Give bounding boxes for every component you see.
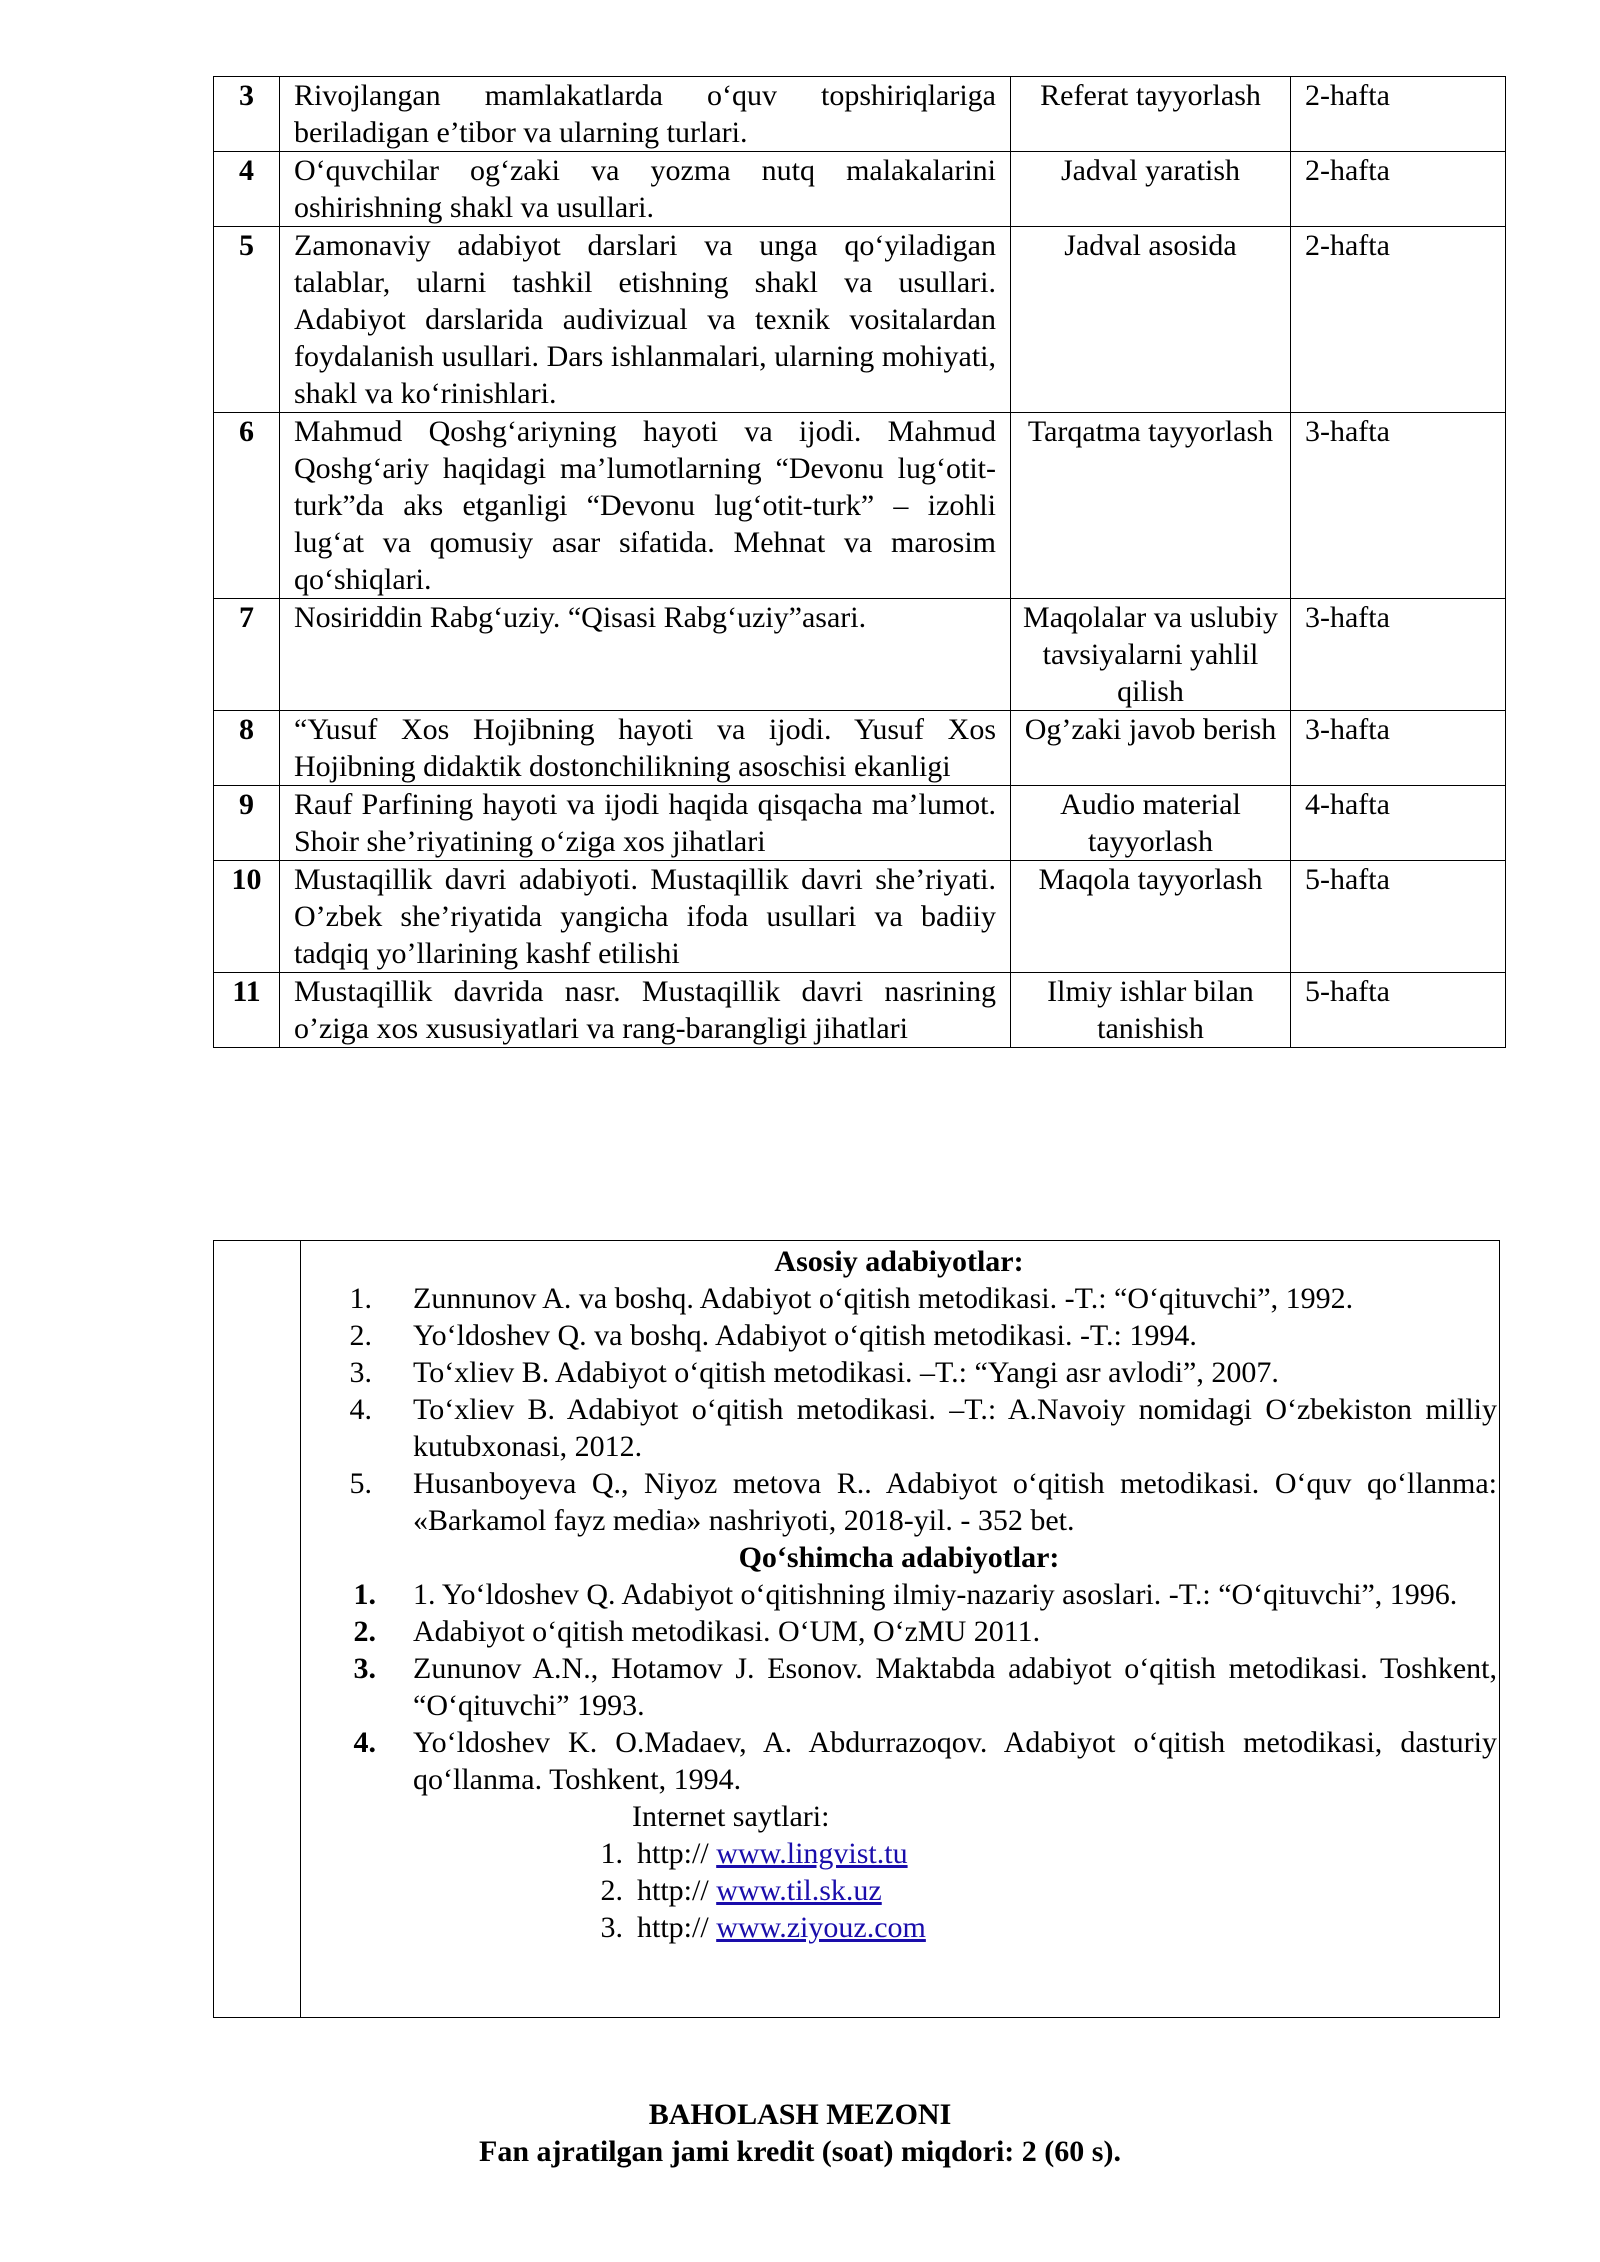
topic-cell: “Yusuf Xos Hojibning hayoti va ijodi. Yusuf Xos Hojibning didaktik dostonchilikning asoschisi ekanligi [280, 711, 1011, 786]
table-row [214, 227, 1506, 413]
week-cell: 2-hafta [1291, 152, 1506, 227]
list-item-number: 2. [353, 1615, 376, 1648]
site-link-til[interactable]: www.til.sk.uz [716, 1874, 882, 1907]
list-item-text: Adabiyot o‘qitish metodikasi. O‘UM, O‘zMU 2011. [413, 1615, 1041, 1648]
site-link-lingvist[interactable]: www.lingvist.tu [716, 1837, 908, 1870]
table-row [214, 152, 1506, 227]
table-row [214, 413, 1506, 599]
task-cell: Ilmiy ishlar bilan tanishish [1011, 973, 1291, 1048]
list-item-number: 2. [349, 1319, 372, 1352]
list-item-number: 1. [600, 1837, 623, 1870]
row-number: 3 [214, 77, 280, 152]
list-item [301, 1613, 1497, 1650]
task-cell: Referat tayyorlash [1011, 77, 1291, 152]
row-number: 8 [214, 711, 280, 786]
table-row [214, 77, 1506, 152]
list-item-text: Husanboyeva Q., Niyoz metova R.. Adabiyot o‘qitish metodikasi. O‘quv qo‘llanma: «Barkamol fayz media» nashriyoti, 2018-yil. - 352 bet. [413, 1467, 1497, 1537]
topic-cell: Mustaqillik davrida nasr. Mustaqillik davri nasrining o’ziga xos xususiyatlari va rang-barangligi jihatlari [280, 973, 1011, 1048]
internet-sites-heading: Internet saytlari: [632, 1800, 830, 1833]
row-number: 9 [214, 786, 280, 861]
schedule-table [213, 76, 1506, 1048]
main-literature-heading: Asosiy adabiyotlar: [774, 1245, 1024, 1278]
table-row [214, 711, 1506, 786]
topic-cell: Rauf Parfining hayoti va ijodi haqida qisqacha ma’lumot. Shoir she’riyatining o‘ziga xos jihatlari [280, 786, 1011, 861]
list-item [301, 1280, 1497, 1317]
task-cell: Jadval yaratish [1011, 152, 1291, 227]
literature-content [301, 1243, 1497, 1946]
week-cell: 3-hafta [1291, 711, 1506, 786]
row-number: 7 [214, 599, 280, 711]
literature-box [213, 1240, 1500, 2018]
list-item-text: Zununov A.N., Hotamov J. Esonov. Maktabda adabiyot o‘qitish metodikasi. Toshkent, “O‘qituvchi” 1993. [413, 1652, 1497, 1722]
assessment-title: BAHOLASH MEZONI [648, 2098, 952, 2131]
task-cell: Maqolalar va uslubiy tavsiyalarni yahlil qilish [1011, 599, 1291, 711]
row-number: 5 [214, 227, 280, 413]
list-item [301, 1465, 1497, 1539]
list-item-number: 5. [349, 1467, 372, 1500]
topic-cell: O‘quvchilar og‘zaki va yozma nutq malakalarini oshirishning shakl va usullari. [280, 152, 1011, 227]
week-cell: 5-hafta [1291, 973, 1506, 1048]
task-cell: Audio material tayyorlash [1011, 786, 1291, 861]
week-cell: 3-hafta [1291, 599, 1506, 711]
list-item [301, 1724, 1497, 1798]
week-cell: 5-hafta [1291, 861, 1506, 973]
list-item [301, 1354, 1497, 1391]
week-cell: 4-hafta [1291, 786, 1506, 861]
list-item-number: 4. [349, 1393, 372, 1426]
credit-summary: Fan ajratilgan jami kredit (soat) miqdori: 2 (60 s). [479, 2135, 1121, 2168]
extra-literature-heading: Qo‘shimcha adabiyotlar: [738, 1541, 1060, 1574]
topic-cell: Mahmud Qoshg‘ariyning hayoti va ijodi. Mahmud Qoshg‘ariy haqidagi ma’lumotlarning “Devonu lug‘otit-turk”da aks etganligi “Devonu lug‘otit-turk” – izohli lug‘at va qomusiy asar sifatida. Mehnat va marosim qo‘shiqlari. [280, 413, 1011, 599]
task-cell: Maqola tayyorlash [1011, 861, 1291, 973]
table-row [214, 599, 1506, 711]
row-number: 11 [214, 973, 280, 1048]
task-cell: Jadval asosida [1011, 227, 1291, 413]
topic-cell: Zamonaviy adabiyot darslari va unga qo‘yiladigan talablar, ularni tashkil etishning shakl va usullari. Adabiyot darslarida audivizual va texnik vositalardan foydalanish usullari. Dars ishlanmalari, ularning mohiyati, shakl va ko‘rinishlari. [280, 227, 1011, 413]
week-cell: 3-hafta [1291, 413, 1506, 599]
list-item-number: 2. [600, 1874, 623, 1907]
week-cell: 2-hafta [1291, 77, 1506, 152]
list-item-number: 3. [353, 1652, 376, 1685]
row-number: 6 [214, 413, 280, 599]
task-cell: Tarqatma tayyorlash [1011, 413, 1291, 599]
site-prefix: http:// [637, 1911, 717, 1944]
table-row [214, 786, 1506, 861]
row-number: 10 [214, 861, 280, 973]
list-item [301, 1576, 1497, 1613]
list-item [301, 1317, 1497, 1354]
topic-cell: Mustaqillik davri adabiyoti. Mustaqillik davri she’riyati. O’zbek she’riyatida yangicha ifoda usullari va badiiy tadqiq yo’llarining kashf etilishi [280, 861, 1011, 973]
list-item [301, 1872, 1497, 1909]
assessment-footer [0, 2096, 1600, 2170]
list-item-number: 3. [600, 1911, 623, 1944]
list-item-text: To‘xliev B. Adabiyot o‘qitish metodikasi. –T.: “Yangi asr avlodi”, 2007. [413, 1356, 1279, 1389]
topic-cell: Rivojlangan mamlakatlarda o‘quv topshiriqlariga beriladigan e’tibor va ularning turlari. [280, 77, 1011, 152]
table-row [214, 973, 1506, 1048]
list-item-text: Yo‘ldoshev K. O.Madaev, A. Abdurrazoqov. Adabiyot o‘qitish metodikasi, dasturiy qo‘llanma. Toshkent, 1994. [413, 1726, 1497, 1796]
list-item-number: 3. [349, 1356, 372, 1389]
week-cell: 2-hafta [1291, 227, 1506, 413]
site-link-ziyouz[interactable]: www.ziyouz.com [716, 1911, 926, 1944]
list-item [301, 1650, 1497, 1724]
list-item [301, 1835, 1497, 1872]
list-item-number: 4. [353, 1726, 376, 1759]
list-item-text: 1. Yo‘ldoshev Q. Adabiyot o‘qitishning ilmiy-nazariy asoslari. -T.: “O‘qituvchi”, 1996. [413, 1578, 1458, 1611]
site-prefix: http:// [637, 1837, 717, 1870]
list-item-text: To‘xliev B. Adabiyot o‘qitish metodikasi. –T.: A.Navoiy nomidagi O‘zbekiston milliy kutubxonasi, 2012. [413, 1393, 1497, 1463]
list-item [301, 1909, 1497, 1946]
topic-cell: Nosiriddin Rabg‘uziy. “Qisasi Rabg‘uziy”asari. [280, 599, 1011, 711]
list-item [301, 1391, 1497, 1465]
row-number: 4 [214, 152, 280, 227]
list-item-number: 1. [349, 1282, 372, 1315]
list-item-text: Yo‘ldoshev Q. va boshq. Adabiyot o‘qitish metodikasi. -T.: 1994. [413, 1319, 1197, 1352]
table-row [214, 861, 1506, 973]
task-cell: Og’zaki javob berish [1011, 711, 1291, 786]
list-item-number: 1. [353, 1578, 376, 1611]
site-prefix: http:// [637, 1874, 717, 1907]
list-item-text: Zunnunov A. va boshq. Adabiyot o‘qitish metodikasi. -T.: “O‘qituvchi”, 1992. [413, 1282, 1354, 1315]
